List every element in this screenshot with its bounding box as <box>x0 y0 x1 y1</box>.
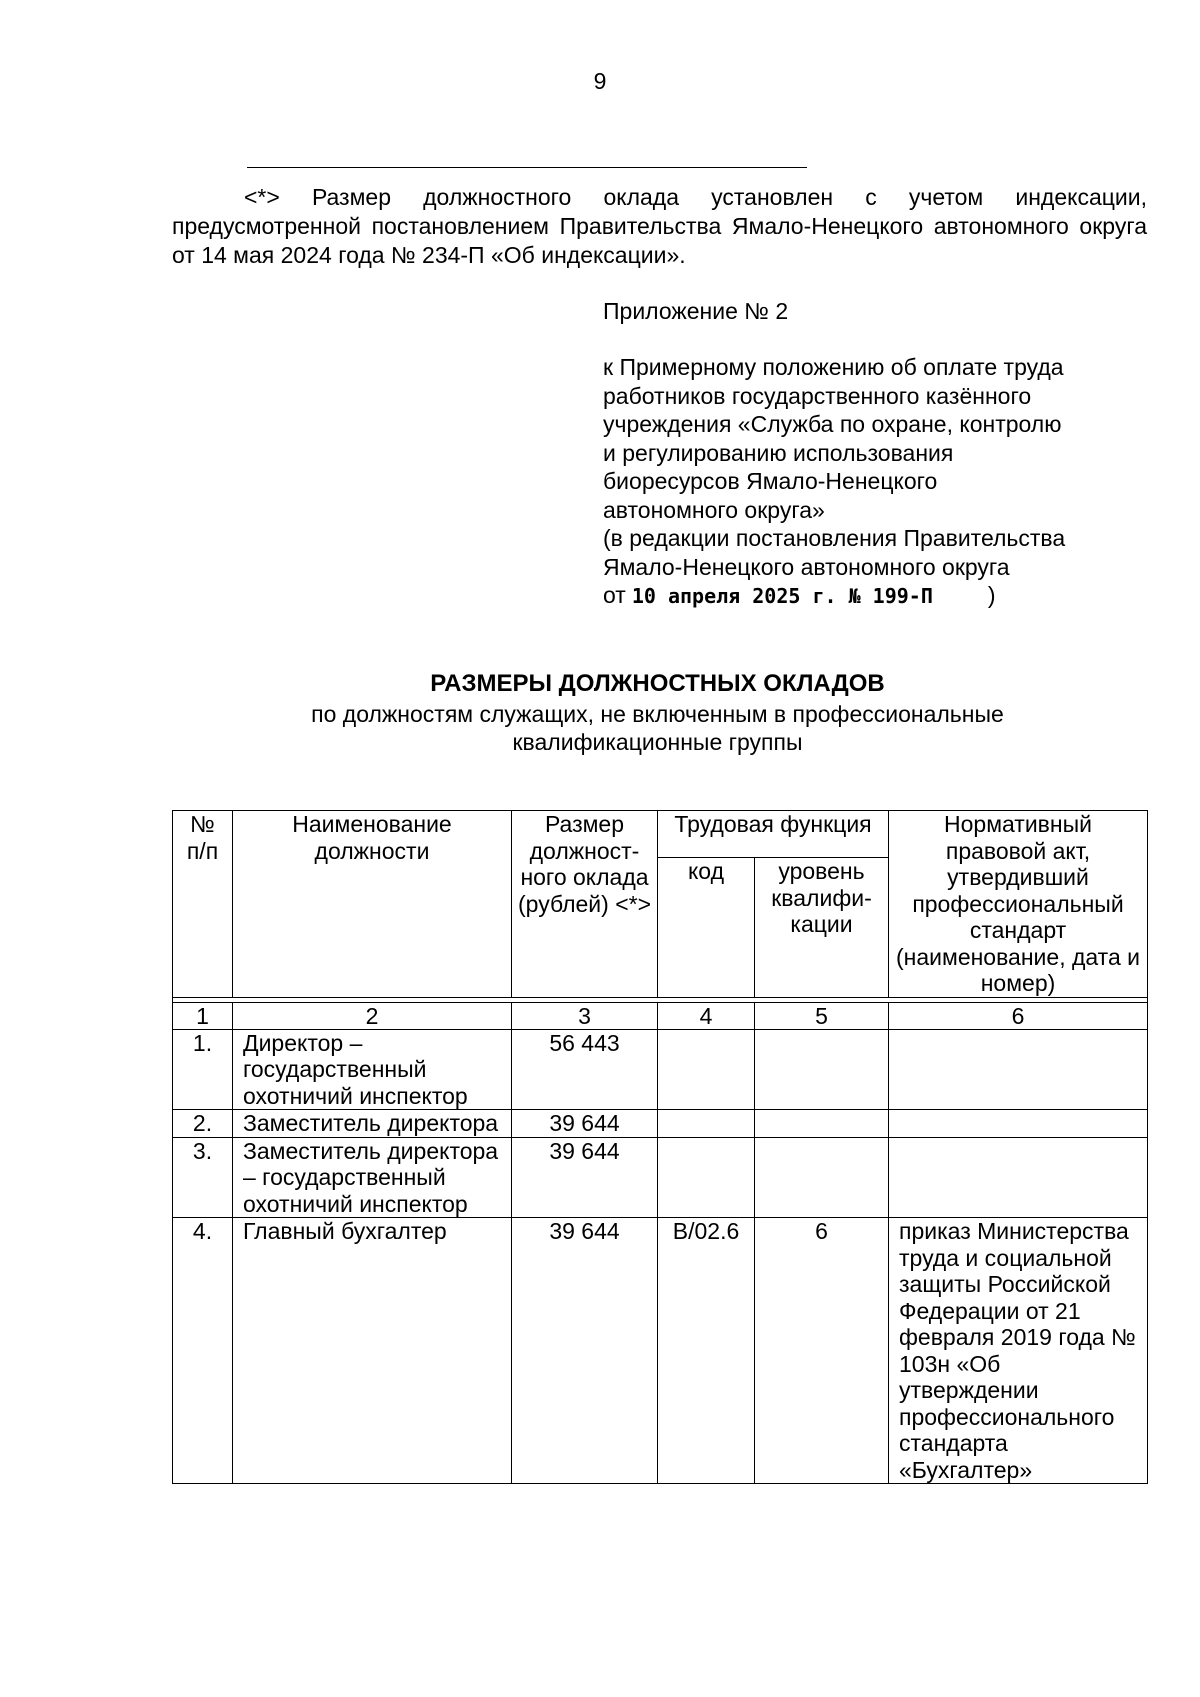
row-level <box>755 1110 889 1138</box>
footnote <box>172 183 1147 270</box>
row-normative <box>889 1029 1148 1110</box>
footnote-text: <*> Размер должностного оклада установлен с учетом индексации, предусмотренной постановлением Правительства Ямало-Ненецкого автономного округа от 14 мая 2024 года № 234-П «Об индексации». <box>172 184 1147 268</box>
row-normative: приказ Министерства труда и социальной защиты Российской Федерации от 21 февраля 2019 года № 103н «Об утверждении профессионального стандарта «Бухгалтер» <box>889 1218 1148 1484</box>
row-normative <box>889 1137 1148 1218</box>
header-name: Наименование должности <box>233 811 512 998</box>
appendix-line: (в редакции постановления Правительства <box>603 525 1066 551</box>
row-salary: 39 644 <box>512 1110 658 1138</box>
table-row <box>173 1029 1148 1110</box>
column-number-row <box>173 1002 1148 1029</box>
row-normative <box>889 1110 1148 1138</box>
row-num: 3. <box>173 1137 233 1218</box>
document-title: РАЗМЕРЫ ДОЛЖНОСТНЫХ ОКЛАДОВ <box>430 670 885 697</box>
table-row <box>173 1218 1148 1484</box>
header-num: № п/п <box>173 811 233 998</box>
column-number: 1 <box>173 1002 233 1029</box>
appendix-title: Приложение № 2 <box>603 298 789 324</box>
column-number: 2 <box>233 1002 512 1029</box>
appendix-line: автономного округа» <box>603 496 825 523</box>
table-header-row <box>173 811 1148 858</box>
appendix-date-line <box>603 581 1163 611</box>
appendix-line: работников государственного казённого <box>603 382 1032 409</box>
row-level <box>755 1029 889 1110</box>
row-salary: 39 644 <box>512 1218 658 1484</box>
row-num: 4. <box>173 1218 233 1484</box>
row-position: Заместитель директора – государственный охотничий инспектор <box>233 1137 512 1218</box>
row-code: B/02.6 <box>658 1218 755 1484</box>
appendix-line: биоресурсов Ямало-Ненецкого <box>603 468 938 494</box>
appendix-line: учреждения «Служба по охране, контролю <box>603 411 1062 437</box>
column-number: 3 <box>512 1002 658 1029</box>
column-number: 5 <box>755 1002 889 1029</box>
header-code: код <box>658 858 755 997</box>
row-code <box>658 1110 755 1138</box>
row-code <box>658 1029 755 1110</box>
header-level: уровень квалифи-кации <box>755 858 889 997</box>
row-code <box>658 1137 755 1218</box>
column-number: 4 <box>658 1002 755 1029</box>
resolution-date-number: 10 апреля 2025 г. № 199-П <box>631 584 933 608</box>
footnote-divider <box>247 167 807 168</box>
column-number: 6 <box>889 1002 1148 1029</box>
table-row <box>173 1110 1148 1138</box>
row-level: 6 <box>755 1218 889 1484</box>
row-position: Главный бухгалтер <box>233 1218 512 1484</box>
row-level <box>755 1137 889 1218</box>
page-number: 9 <box>593 68 607 94</box>
row-salary: 56 443 <box>512 1029 658 1110</box>
header-salary: Размер должност-ного оклада (рублей) <*> <box>512 811 658 998</box>
document-subtitle <box>0 700 1200 756</box>
header-normative: Нормативный правовой акт, утвердивший профессиональный стандарт (наименование, дата и номер) <box>889 811 1148 998</box>
date-suffix: ) <box>987 582 996 608</box>
row-position: Заместитель директора <box>233 1110 512 1138</box>
table-row <box>173 1137 1148 1218</box>
appendix-line: и регулированию использования <box>603 439 954 466</box>
row-num: 2. <box>173 1110 233 1138</box>
salary-table <box>172 810 1148 1484</box>
date-prefix: от <box>603 582 626 608</box>
row-num: 1. <box>173 1029 233 1110</box>
appendix-line: Ямало-Ненецкого автономного округа <box>603 553 1010 580</box>
appendix-reference <box>603 353 1163 611</box>
row-salary: 39 644 <box>512 1137 658 1218</box>
subtitle-line: квалификационные группы <box>512 729 803 755</box>
row-position: Директор – государственный охотничий инспектор <box>233 1029 512 1110</box>
header-function: Трудовая функция <box>658 811 889 858</box>
appendix-line: к Примерному положению об оплате труда <box>603 354 1064 380</box>
subtitle-line: по должностям служащих, не включенным в профессиональные <box>311 701 1004 727</box>
